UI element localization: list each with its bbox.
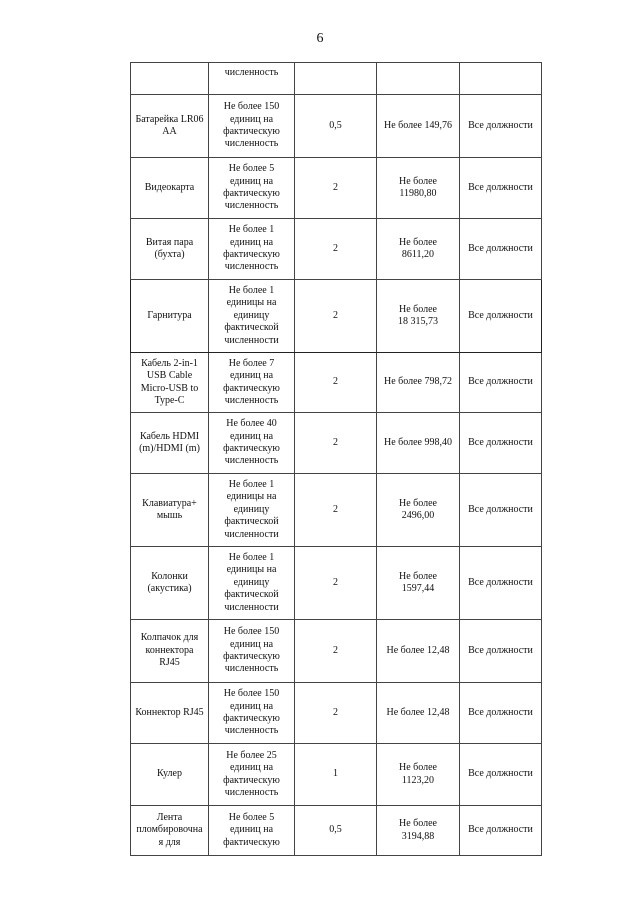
quantity-text: 2 [333,503,338,515]
price-text: Не более 12,48 [386,706,450,718]
position-cell [460,280,542,353]
price-cell [377,744,460,806]
position-cell [460,95,542,158]
price-text: Не более 11980,80 [399,175,437,199]
price-text: Не более 1597,44 [399,570,437,594]
position-cell [460,806,542,856]
quantity-text: 2 [333,436,338,448]
table-body [131,63,542,856]
norm-cell [209,63,295,95]
position-cell [460,683,542,744]
price-text: Не более 8611,20 [399,236,437,260]
table-row [131,806,542,856]
norm-text: Не более 1 единицы на единицу фактической численности [224,478,279,540]
position-text: Все должности [468,242,533,254]
quantity-cell [295,547,377,620]
norm-cell [209,744,295,806]
position-cell [460,547,542,620]
item-name-cell [131,806,209,856]
item-name-text: Клавиатура+ мышь [142,497,197,521]
norm-cell [209,474,295,547]
item-name-text: Батарейка LR06 AA [135,113,204,137]
item-name-cell [131,744,209,806]
norm-cell [209,95,295,158]
quantity-cell [295,474,377,547]
quantity-cell [295,95,377,158]
price-cell [377,95,460,158]
norm-text: Не более 25 единиц на фактическую численность [223,749,280,798]
price-cell [377,806,460,856]
quantity-text: 2 [333,242,338,254]
item-name-cell [131,620,209,683]
price-cell [377,620,460,683]
norms-table [130,62,542,856]
item-name-cell [131,683,209,744]
price-text: Не более 3194,88 [399,818,437,842]
quantity-text: 0,5 [329,119,342,131]
price-text: Не более 798,72 [384,376,452,388]
item-name-text: Колпачок для коннектора RJ45 [140,632,199,669]
norm-text: численность [224,67,279,78]
norm-cell [209,158,295,219]
item-name-text: Витая пара (бухта) [145,236,194,260]
table-row [131,95,542,158]
price-cell [377,413,460,474]
quantity-text: 0,5 [329,824,342,836]
price-cell [377,683,460,744]
norm-cell [209,353,295,413]
table-row [131,683,542,744]
position-cell [460,63,542,95]
norm-text: Не более 150 единиц на фактическую численность [223,626,280,675]
position-text: Все должности [468,824,533,836]
norm-text: Не более 5 единиц на фактическую численность [223,163,280,212]
quantity-cell [295,683,377,744]
position-text: Все должности [468,768,533,780]
item-name-cell [131,353,209,413]
position-text: Все должности [468,644,533,656]
position-cell [460,413,542,474]
price-cell [377,280,460,353]
item-name-text: Коннектор RJ45 [135,706,204,718]
position-cell [460,620,542,683]
norm-text: Не более 1 единицы на единицу фактической численности [224,284,279,346]
quantity-text: 2 [333,376,338,388]
table-row [131,474,542,547]
quantity-text: 2 [333,706,338,718]
quantity-cell [295,63,377,95]
table-row [131,620,542,683]
item-name-cell [131,413,209,474]
price-text: Не более 18 315,73 [398,303,438,327]
quantity-cell [295,280,377,353]
price-cell [377,353,460,413]
price-cell [377,158,460,219]
price-cell [377,63,460,95]
quantity-cell [295,806,377,856]
item-name-text: Видеокарта [144,181,195,193]
quantity-cell [295,620,377,683]
table-row [131,353,542,413]
position-cell [460,744,542,806]
norm-text: Не более 1 единицы на единицу фактической численности [224,551,279,613]
quantity-cell [295,744,377,806]
quantity-cell [295,413,377,474]
norm-cell [209,620,295,683]
price-text: Не более 2496,00 [399,497,437,521]
item-name-cell [131,547,209,620]
table-row [131,547,542,620]
price-text: Не более 998,40 [384,436,452,448]
norm-text: Не более 7 единиц на фактическую численность [223,357,280,406]
quantity-text: 2 [333,644,338,656]
position-text: Все должности [468,706,533,718]
item-name-cell [131,219,209,280]
item-name-text: Кабель HDMI (m)/HDMI (m) [139,430,200,454]
position-cell [460,353,542,413]
position-text: Все должности [468,503,533,515]
table-row [131,744,542,806]
norm-text: Не более 1 единиц на фактическую численность [223,224,280,273]
page-number: 6 [316,31,324,46]
item-name-cell [131,158,209,219]
quantity-cell [295,353,377,413]
norm-cell [209,413,295,474]
table-row [131,413,542,474]
position-text: Все должности [468,436,533,448]
norm-text: Не более 5 единиц на фактическую [223,811,280,848]
item-name-cell [131,95,209,158]
item-name-cell [131,280,209,353]
item-name-text: Кабель 2-in-1 USB Cable Micro-USB to Type-C [140,357,199,406]
position-cell [460,219,542,280]
position-text: Все должности [468,376,533,388]
table-row [131,158,542,219]
position-text: Все должности [468,309,533,321]
item-name-cell [131,474,209,547]
position-text: Все должности [468,576,533,588]
norm-text: Не более 150 единиц на фактическую численность [223,688,280,737]
quantity-text: 2 [333,576,338,588]
table-row [131,219,542,280]
norm-text: Не более 150 единиц на фактическую численность [223,101,280,150]
norm-cell [209,547,295,620]
quantity-text: 2 [333,181,338,193]
position-text: Все должности [468,181,533,193]
price-text: Не более 149,76 [384,119,452,131]
table-row [131,63,542,95]
price-text: Не более 12,48 [386,644,450,656]
quantity-cell [295,158,377,219]
quantity-cell [295,219,377,280]
price-text: Не более 1123,20 [399,762,437,786]
norm-cell [209,806,295,856]
item-name-cell [131,63,209,95]
price-cell [377,474,460,547]
table-row [131,280,542,353]
price-cell [377,219,460,280]
quantity-text: 1 [333,768,338,780]
position-cell [460,474,542,547]
item-name-text: Колонки (акустика) [147,570,192,594]
item-name-text: Кулер [157,768,182,780]
position-cell [460,158,542,219]
item-name-text: Гарнитура [147,309,192,321]
norm-cell [209,219,295,280]
quantity-text: 2 [333,309,338,321]
position-text: Все должности [468,119,533,131]
item-name-text: Лента пломбировочна я для [136,811,203,848]
norm-text: Не более 40 единиц на фактическую численность [223,418,280,467]
norm-cell [209,683,295,744]
norm-cell [209,280,295,353]
price-cell [377,547,460,620]
